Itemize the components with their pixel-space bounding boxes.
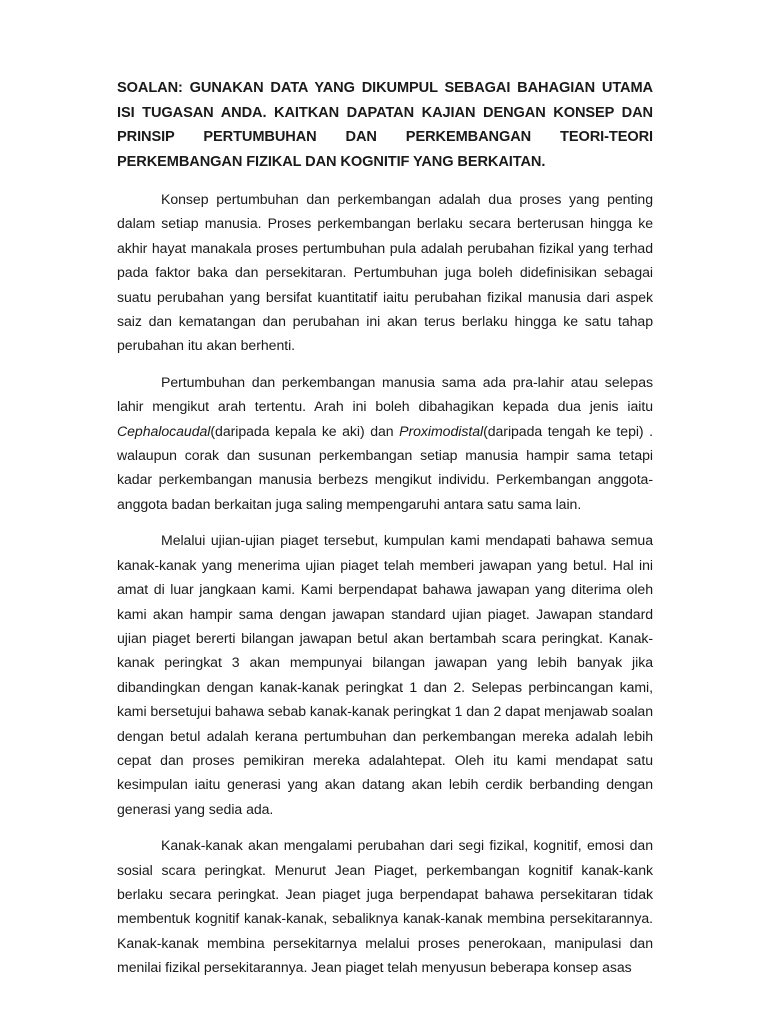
paragraph-text: (daripada tengah ke tepi) . walaupun corak dan susunan perkembangan setiap manusia hampir sama tetapi kadar perkembangan manusia berbezs mengikut individu. Perkembangan anggota-anggota badan berkaitan juga saling mempengaruhi antara satu sama lain. [117, 422, 653, 512]
question-heading: SOALAN: GUNAKAN DATA YANG DIKUMPUL SEBAGAI BAHAGIAN UTAMA ISI TUGASAN ANDA. KAITKAN DAPATAN KAJIAN DENGAN KONSEP DAN PRINSIP PERTUMBUHAN DAN PERKEMBANGAN TEORI-TEORI PERKEMBANGAN FIZIKAL DAN KOGNITIF YANG BERKAITAN. [117, 80, 653, 170]
term-cephalocaudal: Cephalocaudal [117, 422, 211, 439]
paragraph-piaget-theory: Kanak-kanak akan mengalami perubahan dari segi fizikal, kognitif, emosi dan sosial scara peringkat. Menurut Jean Piaget, perkembangan kognitif kanak-kank berlaku secara peringkat. Jean piaget juga berpendapat bahawa persekitaran tidak membentuk kognitif kanak-kanak, sebaliknya kanak-kanak membina persekitarannya. Kanak-kanak membina persekitarnya melalui proses penerokaan, manipulasi dan menilai fizikal persekitarannya. Jean piaget telah menyusun beberapa konsep asas [117, 837, 653, 976]
paragraph-text: Pertumbuhan dan perkembangan manusia sama ada pra-lahir atau selepas lahir mengikut arah tertentu. Arah ini boleh dibahagikan kepada dua jenis iaitu [117, 373, 653, 415]
paragraph-text: (daripada kepala ke aki) dan [210, 422, 400, 439]
paragraph-piaget-findings: Melalui ujian-ujian piaget tersebut, kumpulan kami mendapati bahawa semua kanak-kanak yang menerima ujian piaget telah memberi jawapan yang betul. Hal ini amat di luar jangkaan kami. Kami berpendapat bahawa jawapan yang diterima oleh kami akan hampir sama dengan jawapan standard ujian piaget. Jawapan standard ujian piaget bererti bilangan jawapan betul akan bertambah scara peringkat. Kanak-kanak peringkat 3 akan mempunyai bilangan jawapan yang lebih banyak jika dibandingkan dengan kanak-kanak peringkat 1 dan 2. Selepas perbincangan kami, kami bersetujui bahawa sebab kanak-kanak peringkat 1 dan 2 dapat menjawab soalan dengan betul adalah kerana pertumbuhan dan perkembangan mereka adalah lebih cepat dan proses pemikiran mereka adalahtepat. Oleh itu kami mendapat satu kesimpulan iaitu generasi yang akan datang akan lebih cerdik berbanding dengan generasi yang sedia ada. [117, 532, 653, 817]
paragraph-development-direction [117, 370, 653, 516]
paragraph-growth-development-concept: Konsep pertumbuhan dan perkembangan adalah dua proses yang penting dalam setiap manusia. Proses perkembangan berlaku secara berterusan hingga ke akhir hayat manakala proses pertumbuhan pula adalah perubahan fizikal yang terhad pada faktor baka dan persekitaran. Pertumbuhan juga boleh didefinisikan sebagai suatu perubahan yang bersifat kuantitatif iaitu perubahan fizikal manusia dari aspek saiz dan kematangan dan perubahan ini akan terus berlaku hingga ke satu tahap perubahan itu akan berhenti. [117, 191, 653, 354]
term-proximodistal: Proximodistal [399, 422, 484, 439]
document-body [117, 76, 653, 980]
